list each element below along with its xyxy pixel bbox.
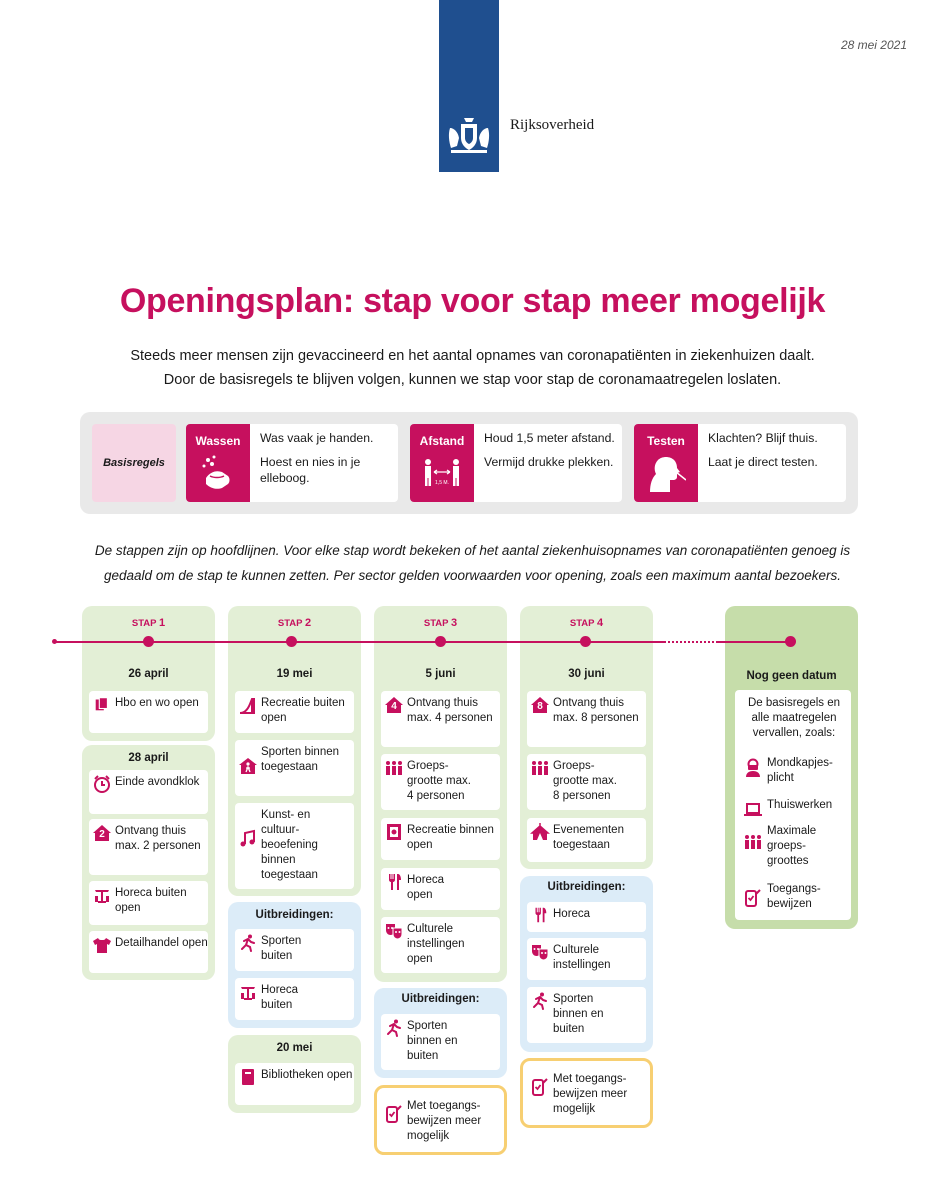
stap3-column (374, 606, 507, 982)
stap3-extensions (374, 988, 507, 1078)
terrace-icon (235, 982, 261, 1002)
extensions-title: Uitbreidingen: (255, 909, 334, 921)
rule-title: Testen (647, 434, 685, 448)
rule-line: Laat je direct testen. (708, 455, 818, 469)
measure-card: Detailhandel open (89, 931, 208, 973)
access-pass-icon (527, 1077, 553, 1097)
rule-card-afstand (410, 424, 622, 502)
extensions-title: Uitbreidingen: (401, 993, 480, 1005)
rule-line: Hoest en nies in je elleboog. (260, 455, 361, 485)
measure-card: Sporten binnen en buiten (381, 1014, 500, 1070)
laptop-icon (739, 800, 767, 820)
shirt-icon (89, 935, 115, 955)
museum-frame-icon (381, 822, 407, 842)
group-icon (527, 758, 553, 778)
cutlery-icon (381, 872, 407, 892)
extensions-title: Uitbreidingen: (547, 881, 626, 893)
rule-card-wassen (186, 424, 398, 502)
measure-card: Sporten binnen toegestaan (235, 740, 354, 796)
measure-card: Sporten buiten (235, 929, 354, 971)
measure-card: Horeca (527, 902, 646, 932)
stap2-column (228, 606, 361, 896)
stap1-column-b (82, 745, 215, 980)
rule-card-testen (634, 424, 846, 502)
measure-card: Met toegangs-bewijzen meer mogelijk (527, 1067, 646, 1123)
rule-line: Vermijd drukke plekken. (484, 455, 614, 469)
timeline-dot-stap4 (580, 636, 591, 647)
stap-label: STAP 3 (423, 617, 458, 629)
sports-hall-icon (235, 756, 261, 776)
step-date: 5 juni (425, 668, 456, 680)
measure-card: Bibliotheken open (235, 1063, 354, 1105)
timeline-dot-stap3 (435, 636, 446, 647)
measure-card: Horeca buiten open (89, 881, 208, 925)
theater-masks-icon (381, 921, 407, 941)
measure-card: Groeps-grootte max. 4 personen (381, 754, 500, 810)
final-item: Thuiswerken (739, 798, 849, 820)
disclaimer-text: De stappen zijn op hoofdlijnen. Voor elke stap wordt bekeken of het aantal ziekenhuisopnames van coronapatiënten genoeg is gedaald om de stap te kunnen zetten. Per sector gelden voorwaarden voor opening, zoals een maximum aantal bezoekers. (94, 543, 851, 583)
rule-line: Klachten? Blijf thuis. (708, 431, 818, 445)
rule-title: Afstand (419, 434, 465, 448)
measure-card: Culturele instellingen open (381, 917, 500, 973)
measure-card: 2 Ontvang thuis max. 2 personen (89, 819, 208, 875)
measure-card: 4 Ontvang thuis max. 4 personen (381, 691, 500, 747)
measure-card: Sporten binnen en buiten (527, 987, 646, 1043)
measure-card: Recreatie buiten open (235, 691, 354, 733)
distance-icon-label: 1,5 M. (435, 480, 449, 486)
measure-card: Kunst- en cultuur-beoefening binnen toegestaan (235, 803, 354, 889)
terrace-icon (89, 885, 115, 905)
rule-line: Was vaak je handen. (260, 431, 374, 445)
playground-slide-icon (235, 695, 261, 715)
stap4-ticket-box (520, 1058, 653, 1128)
timeline-dashes (666, 641, 716, 643)
final-item: Maximale groeps-groottes (739, 824, 849, 869)
final-date: Nog geen datum (746, 670, 837, 682)
stap2-column-c (228, 1035, 361, 1113)
measure-card: Recreatie binnen open (381, 818, 500, 860)
running-icon (235, 933, 261, 953)
step-date: 28 april (128, 752, 169, 764)
page-title: Openingsplan: stap voor stap meer mogelijk (119, 282, 826, 320)
house-2-icon: 2 (89, 823, 115, 843)
music-note-icon (235, 829, 261, 849)
measure-card: Met toegangs-bewijzen meer mogelijk (381, 1094, 500, 1150)
stap3-ticket-box (374, 1085, 507, 1155)
house-8-icon: 8 (527, 695, 553, 715)
stap-label: STAP 1 (131, 617, 166, 629)
measure-card: Einde avondklok (89, 770, 208, 814)
intro-text: Steeds meer mensen zijn gevaccineerd en het aantal opnames van coronapatiënten in ziekenhuizen daalt. Door de basisregels te blijven volgen, kunnen we stap voor stap de coronamaatregelen loslaten. (130, 348, 815, 388)
timeline-dot-stap2 (286, 636, 297, 647)
step-date: 30 juni (568, 668, 605, 680)
group-icon (381, 758, 407, 778)
house-4-icon: 4 (381, 695, 407, 715)
face-mask-icon (739, 758, 767, 778)
stap1-column (82, 606, 215, 741)
stap2-extensions (228, 902, 361, 1028)
final-card (735, 690, 851, 920)
measure-card: 8 Ontvang thuis max. 8 personen (527, 691, 646, 747)
measure-card: Evenementen toegestaan (527, 818, 646, 862)
hand-wash-icon (200, 454, 236, 494)
logo-text: Rijksoverheid (510, 117, 595, 133)
basisregels-label: Basisregels (92, 424, 176, 502)
timeline-dot-stap1 (143, 636, 154, 647)
step-date: 19 mei (276, 668, 313, 680)
measure-card: Groeps-grootte max. 8 personen (527, 754, 646, 810)
books-icon (89, 695, 115, 713)
theater-masks-icon (527, 942, 553, 962)
access-pass-icon (739, 888, 767, 908)
alarm-clock-icon (89, 774, 115, 794)
final-item: Toegangs-bewijzen (739, 882, 849, 912)
timeline-dot-final (785, 636, 796, 647)
step-date: 26 april (128, 668, 169, 680)
running-icon (527, 991, 553, 1011)
stap-label: STAP 4 (569, 617, 604, 629)
library-book-icon (235, 1067, 261, 1087)
measure-card: Horeca buiten (235, 978, 354, 1020)
measure-card: Hbo en wo open (89, 691, 208, 733)
stap-label: STAP 2 (277, 617, 312, 629)
measure-card: Culturele instellingen (527, 938, 646, 980)
stap4-extensions (520, 876, 653, 1052)
test-swab-icon (646, 452, 686, 494)
final-item: Mondkapjes-plicht (739, 756, 849, 786)
timeline-start-dot (52, 639, 57, 644)
rijksoverheid-crest-icon (445, 112, 493, 158)
group-icon (739, 832, 767, 852)
rule-line: Houd 1,5 meter afstand. (484, 431, 615, 445)
circus-tent-icon (527, 822, 553, 842)
running-icon (381, 1018, 407, 1038)
rule-title: Wassen (195, 434, 241, 448)
document-date: 28 mei 2021 (840, 38, 907, 52)
measure-card: Horeca open (381, 868, 500, 910)
distance-icon (422, 454, 462, 494)
final-intro: De basisregels en alle maatregelen vervallen, zoals: (747, 697, 841, 739)
cutlery-icon (527, 906, 553, 924)
access-pass-icon (381, 1104, 407, 1124)
step-date: 20 mei (276, 1042, 313, 1054)
